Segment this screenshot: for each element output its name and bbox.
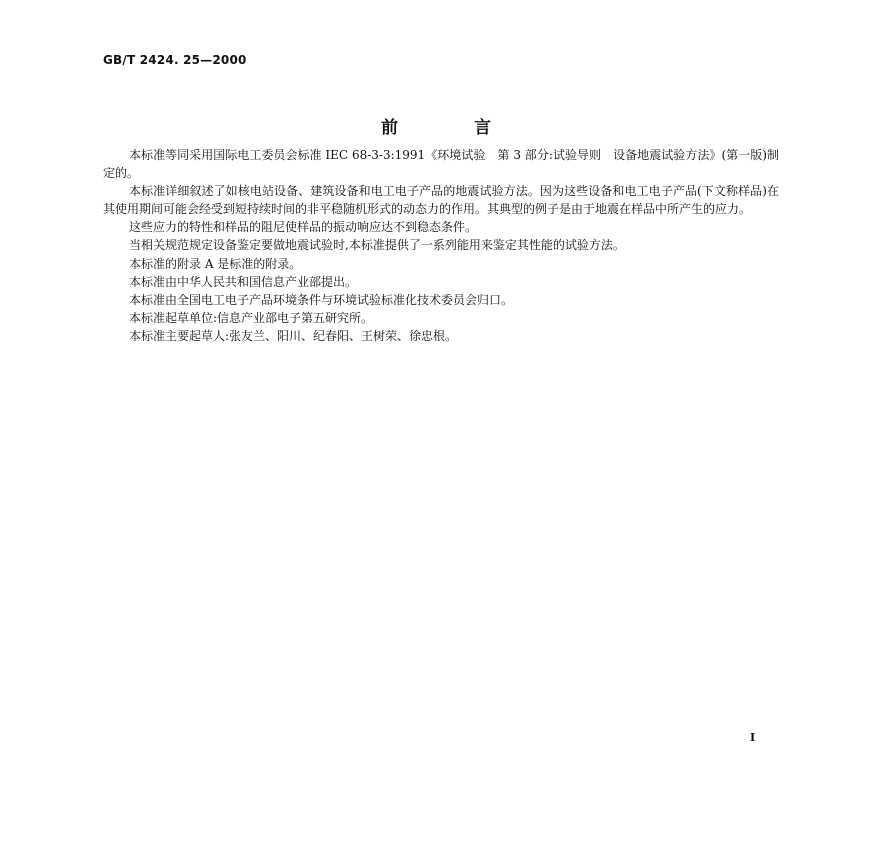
paragraph-committee: 本标准由全国电工电子产品环境条件与环境试验标准化技术委员会归口。 [129,292,514,307]
standard-code: GB/T 2424. 25—2000 [103,53,247,67]
foreword-body [103,146,779,345]
paragraph-stress: 这些应力的特性和样品的阻尼使样品的振动响应达不到稳态条件。 [129,220,478,235]
title-char-2: 言 [474,118,491,138]
paragraph-methods: 当相关规范规定设备鉴定要做地震试验时,本标准提供了一系列能用来鉴定其性能的试验方法。 [129,238,625,253]
paragraph-drafting-unit: 本标准起草单位:信息产业部电子第五研究所。 [129,310,374,325]
paragraph-adoption: 本标准等同采用国际电工委员会标准 IEC 68-3-3:1991《环境试验 第 3 部分:试验导则 设备地震试验方法》(第一版)制定的。 [103,148,779,181]
paragraph-proposer: 本标准由中华人民共和国信息产业部提出。 [129,274,358,289]
page-number: I [750,731,756,744]
paragraph-annex: 本标准的附录 A 是标准的附录。 [129,256,302,271]
page-title [381,113,491,138]
paragraph-drafters: 本标准主要起草人:张友兰、阳川、纪春阳、王树荣、徐忠根。 [129,328,458,343]
paragraph-scope: 本标准详细叙述了如核电站设备、建筑设备和电工电子产品的地震试验方法。因为这些设备和电工电子产品(下文称样品)在其使用期间可能会经受到短持续时间的非平稳随机形式的动态力的作用。其典型的例子是由于地震在样品中所产生的应力。 [103,184,779,217]
title-char-1: 前 [381,118,398,138]
